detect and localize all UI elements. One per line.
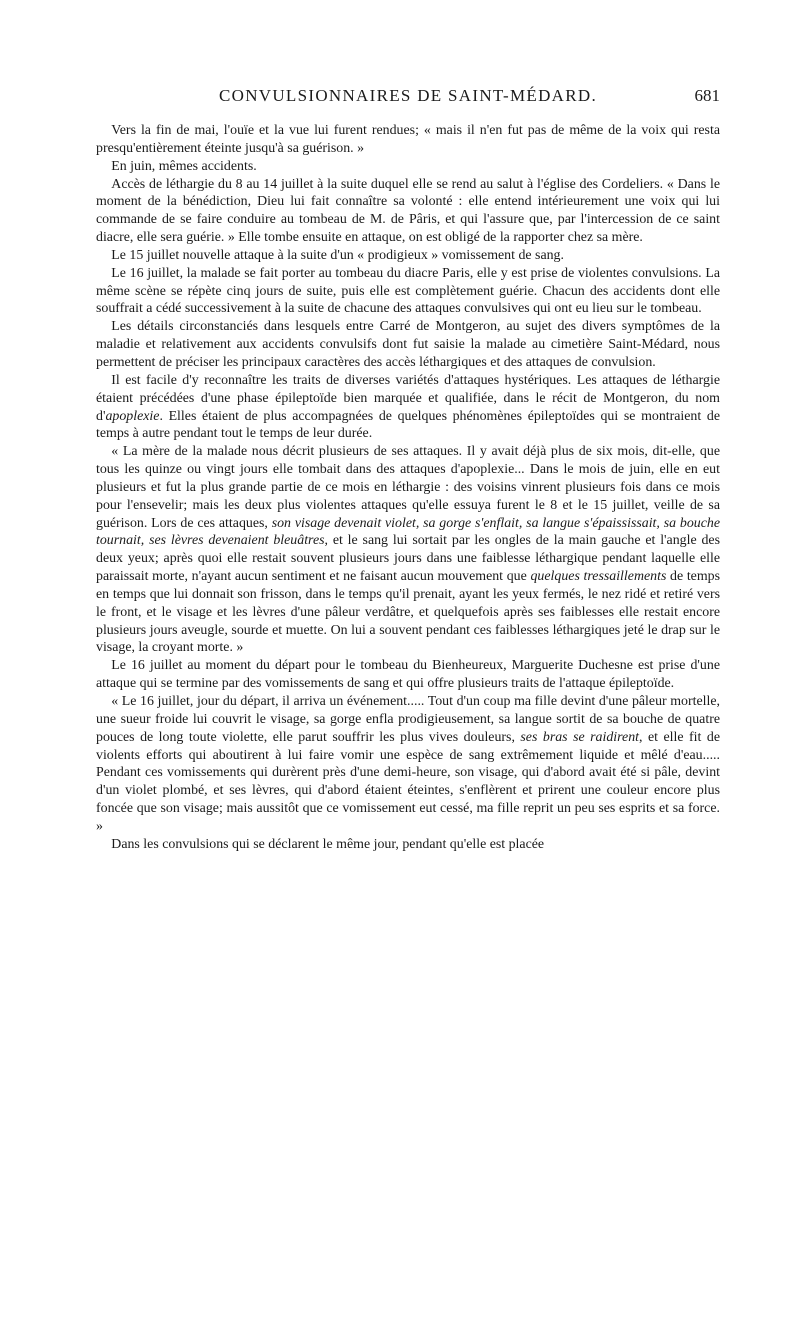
text-run: En juin, mêmes accidents. bbox=[111, 158, 257, 174]
text-run: Dans les convulsions qui se déclarent le même jour, pendant qu'elle est placée bbox=[111, 836, 545, 852]
running-title: CONVULSIONNAIRES DE SAINT-MÉDARD. bbox=[218, 86, 598, 105]
paragraph bbox=[96, 693, 720, 836]
body-text bbox=[96, 122, 720, 854]
paragraph bbox=[96, 247, 720, 265]
paragraph bbox=[96, 443, 720, 657]
paragraph bbox=[96, 372, 720, 443]
page-header bbox=[96, 86, 720, 114]
text-run: « La mère de la malade nous décrit plusieurs de ses attaques. Il y avait déjà plus de six mois, dit-elle, que tous les quinze ou vingt jours elle tombait dans des attaques d'apoplexie... Dans le mois de juin, elle en eut plusieurs et fut la plus grande partie de ce mois en léthargie : des voisins vinrent plusieurs fois dans ce mois pour l'ensevelir; mais les deux plus violentes attaques qu'elle essuya furent le 8 et le 15 juillet, veille de sa guérison. Lors de ces attaques, bbox=[96, 444, 720, 531]
text-run: , et le sang lui sortait par les ongles de la main gauche et l'angle des deux yeux; après quoi elle restait souvent plusieurs jours dans une faiblesse léthargique pendant laquelle elle paraissait morte, n'ayant aucun sentiment et ne faisant aucun mouvement que bbox=[96, 533, 720, 585]
page-number: 681 bbox=[694, 86, 720, 105]
text-run: Les détails circonstanciés dans lesquels entre Carré de Montgeron, au sujet des divers symptômes de la maladie et relativement aux accidents convulsifs dont fut saisie la malade au cimetière Saint-Médard, nous permettent de préciser les principaux caractères des accès léthargiques et des attaques de convulsion. bbox=[96, 319, 720, 370]
text-run: « Le 16 juillet, jour du départ, il arriva un événement..... Tout d'un coup ma fille devint d'une pâleur mortelle, une sueur froide lui couvrit le visage, sa gorge enfla prodigieusement, sa langue sortit de sa bouche de quatre pouces de long toute violette, elle parut souffrir les plus vives douleurs, bbox=[96, 694, 720, 745]
text-run: Le 16 juillet au moment du départ pour le tombeau du Bienheureux, Marguerite Duchesne est prise d'une attaque qui se termine par des vomissements de sang et qui offre plusieurs traits de l'attaque épileptoïde. bbox=[96, 658, 720, 692]
text-run: Il est facile d'y reconnaître les traits de diverses variétés d'attaques hystériques. Les attaques de léthargie étaient précédées d'une phase épileptoïde bien marquée et qualifiée, dans le récit de Montgeron, du nom d' bbox=[96, 372, 720, 424]
paragraph bbox=[96, 318, 720, 372]
text-run: Vers la fin de mai, l'ouïe et la vue lui furent rendues; « mais il n'en fut pas de même de la voix qui resta presqu'entièrement éteinte jusqu'à sa guérison. » bbox=[96, 123, 720, 156]
paragraph bbox=[96, 158, 720, 176]
text-run: , et elle fit de violents efforts qui aboutirent à lui faire vomir une espèce de sang extrêmement liquide et mêlé d'eau..... Pendant ces vomissements qui durèrent près d'une demi-heure, son visage, qui d'abord avait été si pâle, devint d'un violet plombé, et ses lèvres, qui d'abord étaient éteintes, s'enflèrent et prirent une couleur encore plus foncée que son visage; mais aussitôt que ce vomissement eut cessé, ma fille reprit un peu ses esprits et sa force. » bbox=[96, 729, 720, 834]
italic-text: son visage devenait violet, sa gorge s'enflait, sa langue s'épaississait, sa bouche tournait, ses lèvres devenaient bleuâtres bbox=[96, 515, 720, 549]
paragraph bbox=[96, 657, 720, 693]
text-run: de temps en temps que lui donnait son frisson, dans le temps qu'il prenait, ayant les yeux fermés, le nez ridé et retiré vers le front, et le visage et les lèvres d'une pâleur verdâtre, et quelquefois après ses faiblesses elle restait encore plusieurs jours aveugle, sourde et muette. On lui a souvent pendant ces faiblesses léthargiques jeté le drap sur le visage, la croyant morte. » bbox=[96, 569, 721, 656]
text-run: Le 16 juillet, la malade se fait porter au tombeau du diacre Paris, elle y est prise de violentes convulsions. La même scène se répète cinq jours de suite, puis elle est complètement guérie. Chacun des accidents dont elle souffrait a cédé successivement à la suite de chacune des attaques convulsives qui ont eu lieu sur le tombeau. bbox=[96, 265, 720, 317]
paragraph bbox=[96, 836, 720, 854]
italic-text: apoplexie bbox=[105, 408, 160, 424]
italic-text: quelques tressaillements bbox=[530, 569, 667, 585]
paragraph bbox=[96, 265, 720, 319]
italic-text: ses bras se raidirent bbox=[520, 729, 640, 745]
paragraph bbox=[96, 176, 720, 247]
text-run: Le 15 juillet nouvelle attaque à la suite d'un « prodigieux » vomissement de sang. bbox=[111, 247, 564, 263]
text-run: . Elles étaient de plus accompagnées de quelques phénomènes épileptoïdes qui se montraient de temps à autre pendant tout le temps de leur durée. bbox=[96, 408, 720, 442]
paragraph bbox=[96, 122, 720, 158]
text-run: Accès de léthargie du 8 au 14 juillet à la suite duquel elle se rend au salut à l'église des Cordeliers. « Dans le moment de la bénédiction, Dieu lui fait connaître sa volonté : elle entend intérieurement une voix qui lui commande de se faire conduire au tombeau de M. de Pâris, et qui l'assure que, par l'intercession de ce saint diacre, elle sera guérie. » Elle tombe ensuite en attaque, on est obligé de la rapporter chez sa mère. bbox=[96, 176, 720, 246]
